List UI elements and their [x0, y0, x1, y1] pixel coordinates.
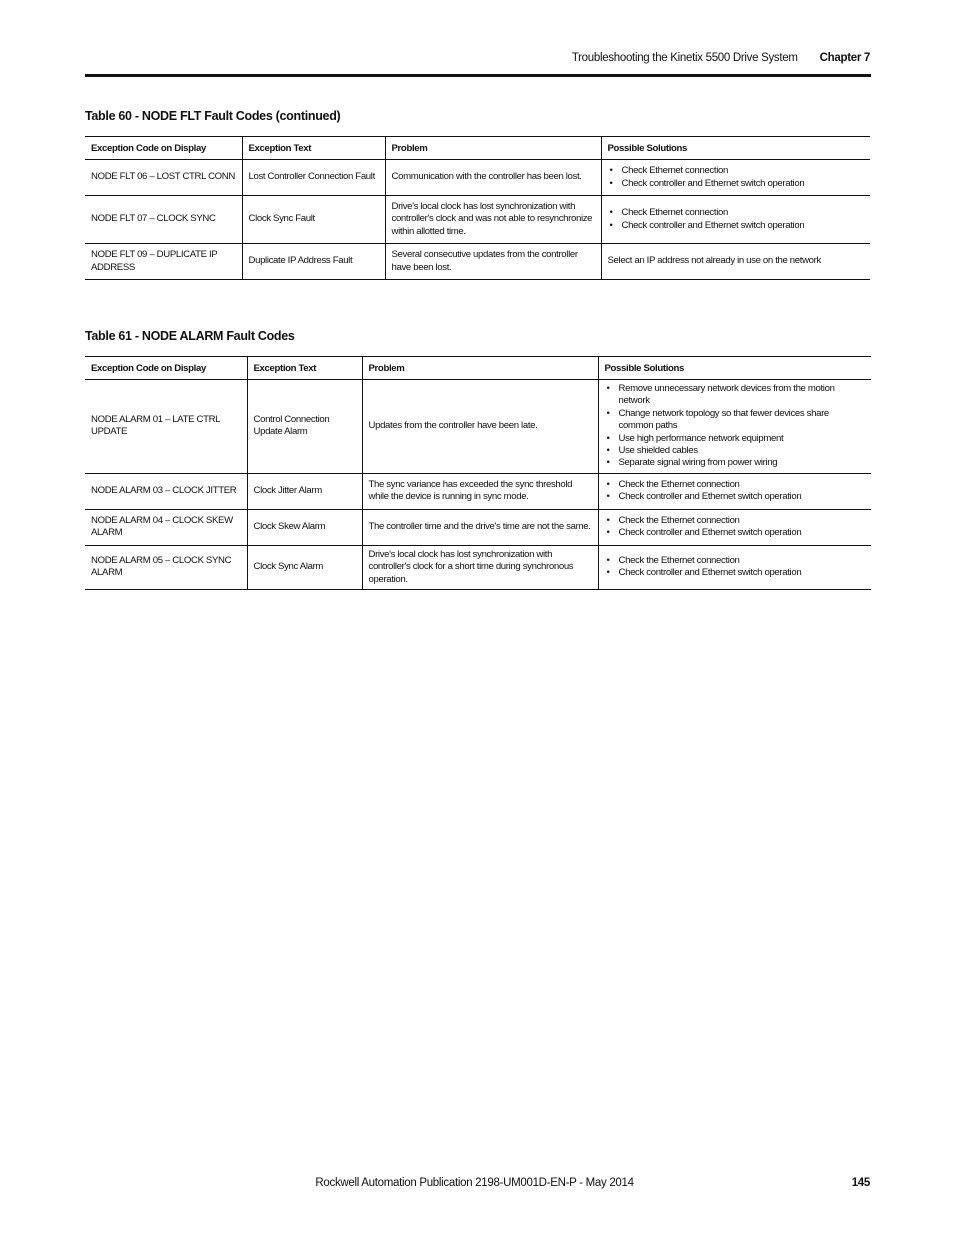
exception-code: NODE ALARM 03 – CLOCK JITTER	[85, 473, 247, 509]
problem: Updates from the controller have been late.	[362, 380, 598, 474]
table-row	[85, 196, 870, 244]
column-header: Exception Code on Display	[85, 357, 247, 380]
page-number: 145	[851, 1177, 870, 1189]
list-item: • Check Ethernet connection	[608, 207, 865, 219]
possible-solutions	[598, 509, 871, 545]
list-item: • Check controller and Ethernet switch operation	[605, 491, 866, 503]
page-header	[85, 52, 870, 64]
solutions-list	[605, 383, 866, 470]
column-header: Possible Solutions	[601, 137, 870, 160]
list-item: • Check the Ethernet connection	[605, 515, 866, 527]
exception-code: NODE FLT 06 – LOST CTRL CONN	[85, 160, 242, 196]
exception-text: Duplicate IP Address Fault	[242, 244, 385, 280]
problem: Communication with the controller has been lost.	[385, 160, 601, 196]
problem: The sync variance has exceeded the sync threshold while the device is running in sync mode.	[362, 473, 598, 509]
column-header: Problem	[362, 357, 598, 380]
solutions-list	[608, 207, 865, 232]
header-chapter: Chapter 7	[819, 52, 870, 64]
list-item: • Separate signal wiring from power wiring	[605, 457, 866, 469]
exception-code: NODE FLT 07 – CLOCK SYNC	[85, 196, 242, 244]
column-header: Problem	[385, 137, 601, 160]
possible-solutions	[598, 473, 871, 509]
table-61-title: Table 61 - NODE ALARM Fault Codes	[85, 329, 295, 343]
table-row	[85, 160, 870, 196]
exception-code: NODE ALARM 01 – LATE CTRL UPDATE	[85, 380, 247, 474]
header-rule	[85, 74, 871, 77]
problem: Drive's local clock has lost synchronization with controller's clock for a short time during synchronous operation.	[362, 545, 598, 589]
exception-code: NODE ALARM 05 – CLOCK SYNC ALARM	[85, 545, 247, 589]
column-header: Possible Solutions	[598, 357, 871, 380]
list-item: • Check Ethernet connection	[608, 165, 865, 177]
exception-text: Clock Skew Alarm	[247, 509, 362, 545]
possible-solutions: Select an IP address not already in use on the network	[601, 244, 870, 280]
possible-solutions	[598, 380, 871, 474]
exception-code: NODE ALARM 04 – CLOCK SKEW ALARM	[85, 509, 247, 545]
list-item: • Check the Ethernet connection	[605, 479, 866, 491]
exception-text: Clock Sync Alarm	[247, 545, 362, 589]
table-60-title: Table 60 - NODE FLT Fault Codes (continued)	[85, 109, 341, 123]
table-header-row	[85, 357, 871, 380]
header-title: Troubleshooting the Kinetix 5500 Drive System	[571, 52, 798, 64]
list-item: • Change network topology so that fewer devices share common paths	[605, 408, 866, 433]
exception-text: Clock Jitter Alarm	[247, 473, 362, 509]
list-item: • Use high performance network equipment	[605, 433, 866, 445]
possible-solutions	[601, 160, 870, 196]
problem: Several consecutive updates from the controller have been lost.	[385, 244, 601, 280]
list-item: • Remove unnecessary network devices from the motion network	[605, 383, 866, 408]
table-row	[85, 509, 871, 545]
solutions-list	[605, 555, 866, 580]
table-row	[85, 545, 871, 589]
possible-solutions	[601, 196, 870, 244]
list-item: • Check controller and Ethernet switch operation	[608, 178, 865, 190]
column-header: Exception Text	[242, 137, 385, 160]
list-item: • Use shielded cables	[605, 445, 866, 457]
page-footer	[85, 1177, 870, 1189]
table-header-row	[85, 137, 870, 160]
table-row	[85, 473, 871, 509]
problem: Drive's local clock has lost synchronization with controller's clock and was not able to resynchronize within allotted time.	[385, 196, 601, 244]
publication-info: Rockwell Automation Publication 2198-UM001D-EN-P - May 2014	[315, 1177, 634, 1189]
column-header: Exception Code on Display	[85, 137, 242, 160]
column-header: Exception Text	[247, 357, 362, 380]
list-item: • Check controller and Ethernet switch operation	[605, 567, 866, 579]
table-60	[85, 136, 870, 280]
table-row	[85, 244, 870, 280]
table-61	[85, 356, 871, 590]
solutions-list	[608, 165, 865, 190]
possible-solutions	[598, 545, 871, 589]
solutions-list	[605, 479, 866, 504]
table-row	[85, 380, 871, 474]
list-item: • Check the Ethernet connection	[605, 555, 866, 567]
exception-code: NODE FLT 09 – DUPLICATE IP ADDRESS	[85, 244, 242, 280]
exception-text: Clock Sync Fault	[242, 196, 385, 244]
exception-text: Control Connection Update Alarm	[247, 380, 362, 474]
list-item: • Check controller and Ethernet switch operation	[605, 527, 866, 539]
problem: The controller time and the drive's time are not the same.	[362, 509, 598, 545]
exception-text: Lost Controller Connection Fault	[242, 160, 385, 196]
list-item: • Check controller and Ethernet switch operation	[608, 220, 865, 232]
solutions-list	[605, 515, 866, 540]
